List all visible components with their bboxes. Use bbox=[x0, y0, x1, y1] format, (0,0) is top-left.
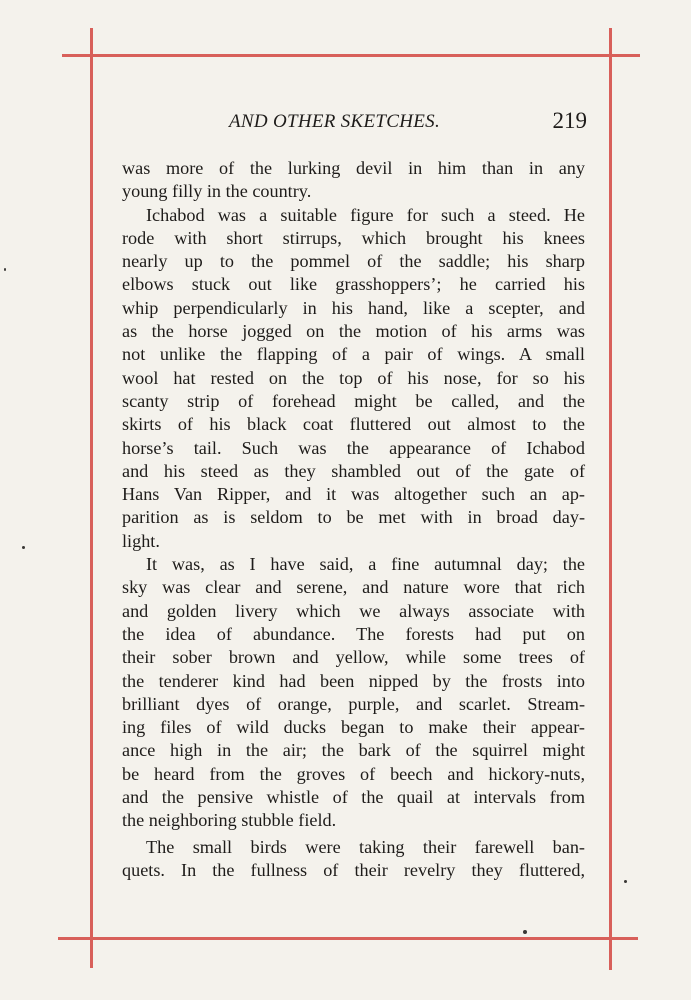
border-rule-right bbox=[609, 28, 612, 970]
text-line: skirts of his black coat fluttered out almost to the bbox=[122, 414, 585, 435]
text-line: horse’s tail. Such was the appearance of Ichabod bbox=[122, 437, 585, 458]
text-line: the idea of abundance. The forests had put on bbox=[122, 623, 585, 644]
text-line: The small birds were taking their farewell ban- bbox=[146, 836, 585, 857]
text-line: parition as is seldom to be met with in broad day- bbox=[122, 507, 585, 528]
text-line: Hans Van Ripper, and it was altogether such an ap- bbox=[122, 484, 585, 505]
text-line: Ichabod was a suitable figure for such a steed. He bbox=[146, 204, 585, 225]
paper-speck bbox=[523, 930, 527, 934]
text-line: whip perpendicularly in his hand, like a scepter, and bbox=[122, 297, 585, 318]
running-head: AND OTHER SKETCHES. bbox=[229, 111, 441, 132]
text-line: the tenderer kind had been nipped by the frosts into bbox=[122, 670, 585, 691]
border-rule-bottom bbox=[58, 937, 638, 940]
text-line: sky was clear and serene, and nature wore that rich bbox=[122, 577, 585, 598]
page-number: 219 bbox=[552, 108, 587, 133]
text-line: and golden livery which we always associate with bbox=[122, 600, 585, 621]
text-line: quets. In the fullness of their revelry they fluttered, bbox=[122, 859, 585, 880]
body-text bbox=[122, 157, 585, 882]
text-line: ance high in the air; the bark of the squirrel might bbox=[122, 740, 585, 761]
paper-speck bbox=[22, 546, 25, 549]
text-line: and the pensive whistle of the quail at intervals from bbox=[122, 787, 585, 808]
text-line: be heard from the groves of beech and hickory-nuts, bbox=[122, 763, 585, 784]
text-line: was more of the lurking devil in him than in any bbox=[122, 158, 585, 178]
border-rule-left bbox=[90, 28, 93, 968]
text-line: It was, as I have said, a fine autumnal day; the bbox=[146, 554, 585, 575]
text-line: young filly in the country. bbox=[122, 181, 312, 202]
text-line: elbows stuck out like grasshoppers’; he carried his bbox=[122, 274, 585, 295]
text-line: rode with short stirrups, which brought his knees bbox=[122, 227, 585, 248]
text-line: wool hat rested on the top of his nose, for so his bbox=[122, 367, 585, 388]
border-rule-top bbox=[62, 54, 640, 57]
text-line: their sober brown and yellow, while some trees of bbox=[122, 647, 585, 668]
page-header bbox=[122, 108, 587, 140]
text-line: not unlike the flapping of a pair of wings. A small bbox=[122, 344, 585, 365]
paper-speck bbox=[4, 268, 6, 271]
text-line: the neighboring stubble field. bbox=[122, 810, 337, 831]
text-line: ing files of wild ducks began to make their appear- bbox=[122, 717, 585, 738]
text-line: nearly up to the pommel of the saddle; his sharp bbox=[122, 251, 585, 272]
text-line: brilliant dyes of orange, purple, and scarlet. Stream- bbox=[122, 693, 585, 714]
paper-speck bbox=[624, 880, 627, 883]
text-line: as the horse jogged on the motion of his arms was bbox=[122, 321, 585, 342]
text-line: light. bbox=[122, 530, 160, 551]
text-line: scanty strip of forehead might be called, and the bbox=[122, 390, 585, 411]
text-line: and his steed as they shambled out of the gate of bbox=[122, 460, 585, 481]
